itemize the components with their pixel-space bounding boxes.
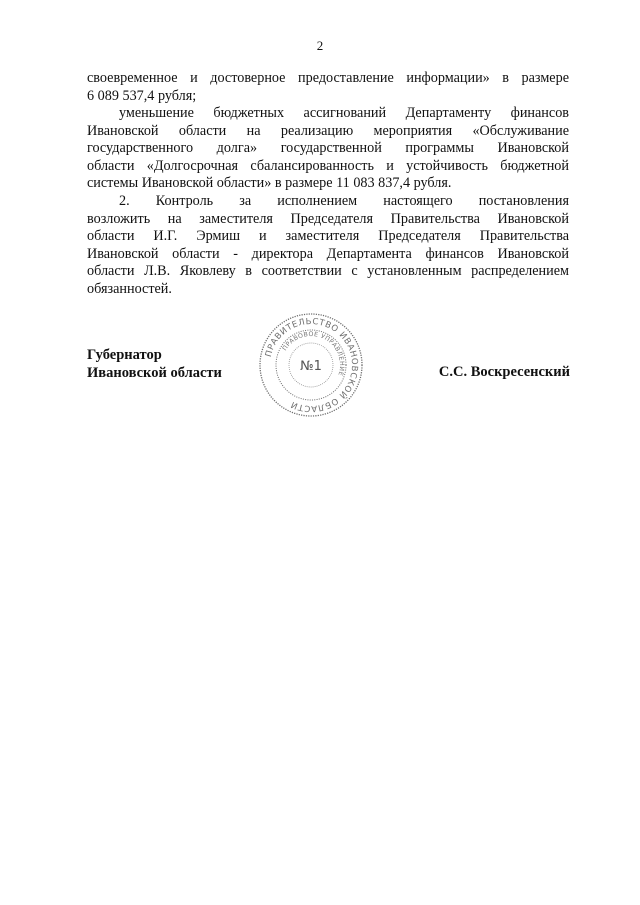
text-line: области И.Г. Эрмиш и заместителя Председателя Правительства [87, 228, 569, 245]
text-line: обязанностей. [87, 280, 172, 297]
text-line: 2. Контроль за исполнением настоящего постановления [119, 193, 569, 209]
text-line: Ивановской области на реализацию мероприятия «Обслуживание [87, 122, 569, 139]
seal-inner-text-path: ПРАВОВОЕ УПРАВЛЕНИЕ [281, 330, 346, 377]
text-line: 6 089 537,4 рубля; [87, 87, 197, 104]
text-line: государственного долга» государственной программы Ивановской [87, 140, 569, 157]
text-line: Ивановской области - директора Департамента финансов Ивановской [87, 245, 569, 262]
signature-position-title: Губернатор [87, 347, 162, 363]
page-number: 2 [316, 38, 324, 53]
signature-position-region: Ивановской области [87, 365, 222, 381]
paragraph-2 [87, 105, 569, 193]
text-line: системы Ивановской области» в размере 11 083 837,4 рубля. [87, 175, 452, 192]
text-line: области «Долгосрочная сбалансированность и устойчивость бюджетной [87, 157, 569, 174]
official-seal [258, 312, 364, 418]
paragraph-1 [87, 70, 569, 105]
text-line: уменьшение бюджетных ассигнований Департаменту финансов [119, 105, 569, 121]
text-line: своевременное и достоверное предоставление информации» в размере [87, 70, 569, 86]
signatory-name: С.С. Воскресенский [438, 364, 570, 380]
signature-position [87, 346, 222, 382]
seal-outer-text-path: ПРАВИТЕЛЬСТВО ИВАНОВСКОЙ ОБЛАСТИ [263, 316, 360, 414]
seal-number: №1 [300, 359, 322, 374]
text-line: возложить на заместителя Председателя Правительства Ивановской [87, 210, 569, 227]
text-line: области Л.В. Яковлеву в соответствии с установленным распределением [87, 263, 569, 280]
paragraph-3 [87, 193, 569, 299]
